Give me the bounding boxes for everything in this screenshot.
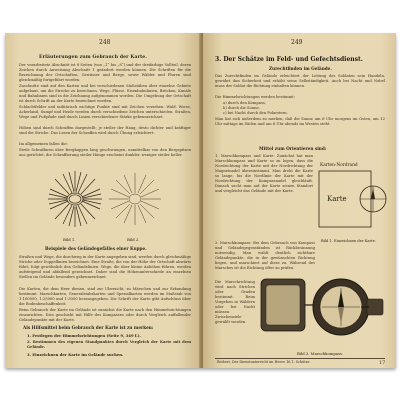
marching-compass-figure [257, 269, 387, 349]
figure-caption: Bild 1. [63, 237, 76, 242]
paragraph: Schlachtfelder und militärisch wichtige Punkte sind mit Zeichen versehen. Wald, Wiese, Ackerland, Sumpf und Heide werden durch verschiedene Zeichen unterschieden. Straßen, Wege und Fußpfade sind durch Linien verschiedener Stärke gekennzeichnet. [19, 105, 191, 120]
footer-text: Reibert, Der Dienstunterricht im Heere 16.1. Schütze [217, 360, 310, 364]
paragraph: Beim Gebrauch der Karte im Gelände ist zunächst die Karte nach den Himmelsrichtungen einzurichten. Dies geschieht mit Hilfe des Kompasses oder durch Vergleich auffallender Geländepunkte mit der Karte. [19, 308, 191, 323]
card-north-label: Karten-Nordrand [320, 163, 358, 168]
paragraph: Man hat sich außerdem zu merken, daß die Sonne um 6 Uhr morgens im Osten, um 12 Uhr mittags im Süden und um 6 Uhr abends im Westen steht. [215, 117, 385, 127]
list-item: 1. Festlegen der Himmelsrichtungen (Seite 9, 349 f.). [27, 333, 141, 338]
list-item: c) bei Nacht durch den Polarstern. [223, 111, 288, 115]
compass-sight [367, 299, 383, 315]
figure-caption: Bild 3. Marschkompass. [297, 351, 344, 356]
hachure-figure-1 [48, 171, 102, 227]
open-book [5, 33, 396, 368]
paragraph: Die Himmelsrichtungen werden bestimmt: [215, 95, 295, 99]
paragraph: Zuschnitte sind auf den Karten und bei verschiedenen Maßstäben über einzelne Gebiete aufgebaut, um die Strecke zu berechnen. Wege, Flüsse, Eisenbahnlinien, Brücken, Kanäle und Bahnlinien sind in die Zeichnung aufgenommen worden. Die Umgebung der Ortschaft ist durch Schrift an der Karte bezeichnet worden. [19, 84, 191, 104]
footer-page-marker: 17 [379, 360, 386, 366]
paragraph: 1. Marschkompass und Karte: Zunächst hat man Marschkompass und Karte so zu legen, dass die Nordrichtung der Karte mit der Nordrichtung der Magnetnadel übereinstimmt. Man dreht die Karte so lange, bis die Nordlinie der Karte mit der Nordrichtung der Kompassnadel gleichläuft. Danach sucht man auf der Karte seinen Standort und vergleicht das Gelände mit der Karte. [215, 154, 313, 194]
paragraph: Steile Schraffuren über Bergkuppen lang geschwungen, unmittelbar von den Bergspitzen aus gerichtet, die Schraffierung steiler Hänge erscheint dunkler, weniger steiler heller. [19, 148, 191, 158]
page-number: 249 [291, 39, 303, 46]
right-page [203, 33, 396, 368]
paragraph: Im allgemeinen fallen die: [19, 142, 68, 146]
figure-title: Beispiele des Geländegefälles einer Kuppe. [45, 246, 147, 251]
paragraph: Die Karten, die dem Heer dienen, sind zur Übersicht, zu Märschen und zur Erkundung bestimmt. Marschkarten, Generalstabskarten und Spezialkarten werden im Maßstab von 1:100000, 1:25000 und 1:5000 herausgegeben. Die Schrift der Karte gibt Aufschluss über die Bodenbeschaffenheit. [19, 287, 191, 307]
figure-caption: Bild 2. [127, 237, 140, 242]
paragraph: Das Zurechtfinden im Gelände erleichtert der Leitung des Soldaten sein Handeln, gewährt ihm Sicherheit und erhöht seine Selbständigkeit. Auch bei Nacht und Nebel muss der Soldat die Richtung einhalten können. [215, 74, 385, 89]
paragraph: Höhen sind durch Schraffen dargestellt; je steiler der Hang, desto dichter und kräftiger sind die Striche. Das Lesen der Schraffen wird durch Übung erleichtert. [19, 126, 191, 136]
hachure-figure-2 [109, 173, 161, 225]
hachure-figures [45, 169, 165, 237]
list-title: Als Hilfsmittel beim Gebrauch der Karte ist zu merken: [23, 325, 154, 330]
left-page [5, 33, 201, 368]
section-title: 3. Der Schätze im Feld- und Gefechtsdienst. [215, 56, 363, 63]
sub-title: Zurechtfinden im Gelände. [269, 66, 332, 71]
list-item: b) durch die Sonne, [223, 106, 260, 110]
figure-caption: Bild 1. Einzeichnen der Karte. [321, 239, 376, 243]
list-item: 2. Bestimmen des eigenen Standpunktes durch Vergleich der Karte mit dem Gelände. [27, 340, 191, 350]
paragraph: Straßen und Wege, die durchweg in der Karte angegeben sind, werden durch gleichmäßige Striche oder Doppellinien bezeichnet. Eine Straße, die von der Höhe der Ortschaft abwärts führt, folgt gewöhnlich den Geländelinien. Wege, die über kleine Anhöhen führen, werden aufsteigend und abfallend gezeichnet. Daher sind die Höhenunterschiede an einzelnen Stellen im Gelände besonders gekennzeichnet. [19, 255, 191, 280]
paragraph: Der verarbeitete Abschnitt ist 8 Seiten (von „1“ bis „8“) und der dreifarbige Vollteil, deren Zeichen durch Anweisung Abschnitt 1 geändert werden können. Die Schriften für die Bezeichnung der Ortschaften, Gewässer und Berge, sowie Wälder und Fluren sind gleichmäßig fortgeführt worden. [19, 63, 191, 83]
needle-icon [371, 188, 375, 199]
list-item: a) durch den Kompass, [223, 101, 266, 105]
list-item: 3. Einzeichnen der Karte im Gelände suchen. [27, 352, 124, 357]
paragraph: 2. Marschkompass: Bei dem Gebrauch von Kompass und Geländegegenständen ist Rückbesinnung notwendig. Man wählt deutlich sichtbare Geländepunkte, die in der gewünschten Richtung liegen, und marschiert auf diese zu. Während des Marsches ist die Richtung öfter zu prüfen. [215, 241, 315, 271]
running-head: Erläuterungen zum Gebrauch der Karte. [39, 55, 148, 60]
paragraph: Die Marschrichtung wird nach Strichen oder Graden bestimmt. Beim Vorgehen in Wäldern oder bei Nacht müssen Zwischenziele gewählt werden. [215, 280, 255, 325]
subsection-title: Mittel zum Orientieren sind: [259, 146, 327, 151]
card-center-label: Karte [327, 195, 347, 203]
page-number: 248 [99, 39, 111, 46]
footer-rule [215, 358, 385, 359]
